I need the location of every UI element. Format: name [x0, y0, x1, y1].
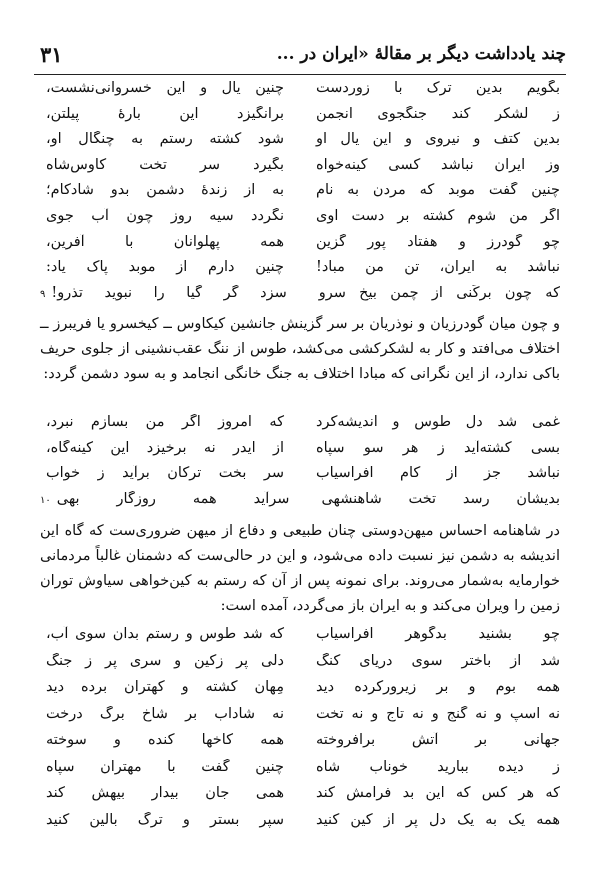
couplet: [40, 131, 560, 157]
hemistich-second: که شد طوس و رستم بدان سوی آب،: [46, 626, 284, 642]
hemistich-second: مِهان کشته و کهتران برده دید: [46, 679, 284, 695]
hemistich-second: برانگیزد این بارهٔ پیلتن،: [46, 105, 284, 122]
verse-block-1: [40, 80, 560, 310]
couplet: [40, 285, 560, 311]
hemistich-second: که امروز اگر من بسازم نبرد،: [46, 414, 284, 430]
couplet: [40, 812, 560, 839]
footnote-marker: ۱۰: [40, 494, 51, 506]
hemistich-first: شد از باختر سوی دریای کنگ: [316, 652, 560, 669]
couplet: [40, 259, 560, 285]
hemistich-second: به از زندهٔ دشمن بدو شادکام؛: [46, 182, 284, 199]
hemistich-first: نه اسپ و نه گنج و نه تاج و نه تخت: [316, 705, 560, 722]
couplet: [40, 491, 560, 517]
page-number: ۳۱: [40, 42, 63, 67]
hemistich-first: وز ایران نباشد کسی کینه‌خواه: [316, 156, 560, 173]
hemistich-second: شود کشته رستم به چنگال او،: [46, 131, 284, 148]
hemistich-second: سزد گر گیا را نبوید تذرو!: [51, 284, 287, 301]
running-header: [34, 40, 566, 75]
hemistich-first: چو گودرز و هفتاد پور گزین: [316, 233, 560, 250]
couplet: [40, 679, 560, 706]
couplet: [40, 706, 560, 733]
running-title: چند یادداشت دیگر بر مقالهٔ «ایران در ...: [276, 44, 566, 64]
hemistich-first: جهانی بر آتش برافروخته: [316, 732, 560, 748]
hemistich-first: که هر کس که این بد فرامش کند: [316, 785, 560, 801]
hemistich-second: همه کاخها کنده و سوخته: [46, 732, 284, 748]
couplet: [40, 182, 560, 208]
hemistich-second: همی جان بیدار بیهش کند: [46, 785, 284, 801]
hemistich-second: سرآید همه روزگار بهی: [56, 490, 290, 507]
verse-block-3: [40, 626, 560, 838]
couplet: [40, 732, 560, 759]
couplet: [40, 234, 560, 260]
hemistich-first: که چون برکَنی از چمن بیخ سرو: [318, 284, 560, 301]
footnote-marker: ۹: [40, 288, 46, 300]
hemistich-first: همه بوم و بر زیرورکرده دید: [316, 679, 560, 695]
couplet: [40, 759, 560, 786]
hemistich-first: ز لشکر کند جنگجوی انجمن: [316, 105, 560, 122]
hemistich-second: چنین دارم از موبد پاک یاد:: [46, 259, 284, 276]
hemistich-second: دلی پر زکین و سری پر ز جنگ: [46, 652, 284, 669]
hemistich-second: همه پهلوانان با آفرین،: [46, 233, 284, 250]
prose-paragraph-1: و چون میان گودرزیان و نوذریان بر سر گزینش جانشین کیکاوس ــ کیخسرو یا فریبرز ــ اختلاف می‌افتد و کار به لشکرکشی می‌کشد، طوس از ننگ عقب‌نشینی از جلوی حریف باکی ندارد، از این نگرانی که مبادا اختلاف به جنگ خانگی انجامد و به سود دشمن گردد:: [40, 316, 560, 382]
hemistich-second: از ایدر نه برخیزد این کینه‌گاه،: [46, 439, 284, 456]
couplet: [40, 626, 560, 653]
hemistich-first: چو بشنید بدگوهر افراسیاب: [316, 626, 560, 642]
couplet: [40, 80, 560, 106]
hemistich-first: غمی شد دل طوس و اندیشه‌کرد: [316, 414, 560, 430]
hemistich-second: سر بخت ترکان برآید ز خواب: [46, 465, 284, 481]
verse-block-2: [40, 414, 560, 516]
hemistich-first: بدیشان رسد تخت شاهنشهی: [321, 490, 560, 507]
couplet: [40, 106, 560, 132]
couplet: [40, 785, 560, 812]
hemistich-first: بدین کتف و نیروی و این یال او: [316, 131, 560, 148]
couplet: [40, 414, 560, 440]
hemistich-second: چنین گفت با مهتران سپاه: [46, 758, 284, 775]
couplet: [40, 465, 560, 491]
hemistich-first: نباشد به ایران، تن من مباد!: [316, 259, 560, 276]
hemistich-second: بگیرد سر تخت کاوس‌شاه: [46, 156, 284, 173]
hemistich-first: همه یک به یک دل پر از کین کنید: [316, 811, 560, 828]
couplet: [40, 440, 560, 466]
hemistich-second: نه شاداب بر شاخ برگ درخت: [46, 705, 284, 722]
hemistich-first: اگر من شوم کشته بر دست اوی: [316, 207, 560, 224]
hemistich-first: نباشد جز از کام افراسیاب: [316, 465, 560, 481]
hemistich-first: ز دیده ببارید خوناب شاه: [316, 758, 560, 775]
hemistich-second: سپر بستر و ترگ بالین کنید: [46, 811, 284, 828]
hemistich-first: چنین گفت موبد که مردن به نام: [316, 182, 560, 199]
hemistich-first: بسی کشته‌آید ز هر سو سپاه: [316, 439, 560, 456]
hemistich-second: چنین یال و این خسروانی‌نشست،: [46, 80, 284, 96]
hemistich-first: بگویم بدین ترک با زوردست: [316, 80, 560, 96]
prose-paragraph-2: در شاهنامه احساس میهن‌دوستی چنان طبیعی و دفاع از میهن ضروری‌ست که گاه این اندیشه به دشمن نیز نسبت داده می‌شود، و این در حالی‌ست که دشمنان غالباً مردمانی خوارمایه به‌شمار می‌روند. برای نمونه پس از آن که رستم به کین‌خواهی سیاوش توران زمین را ویران می‌کند و به ایران باز می‌گردد، آمده است:: [40, 523, 560, 614]
couplet: [40, 653, 560, 680]
hemistich-second: نگردد سیه روز چون آب جوی: [46, 207, 284, 224]
couplet: [40, 157, 560, 183]
couplet: [40, 208, 560, 234]
